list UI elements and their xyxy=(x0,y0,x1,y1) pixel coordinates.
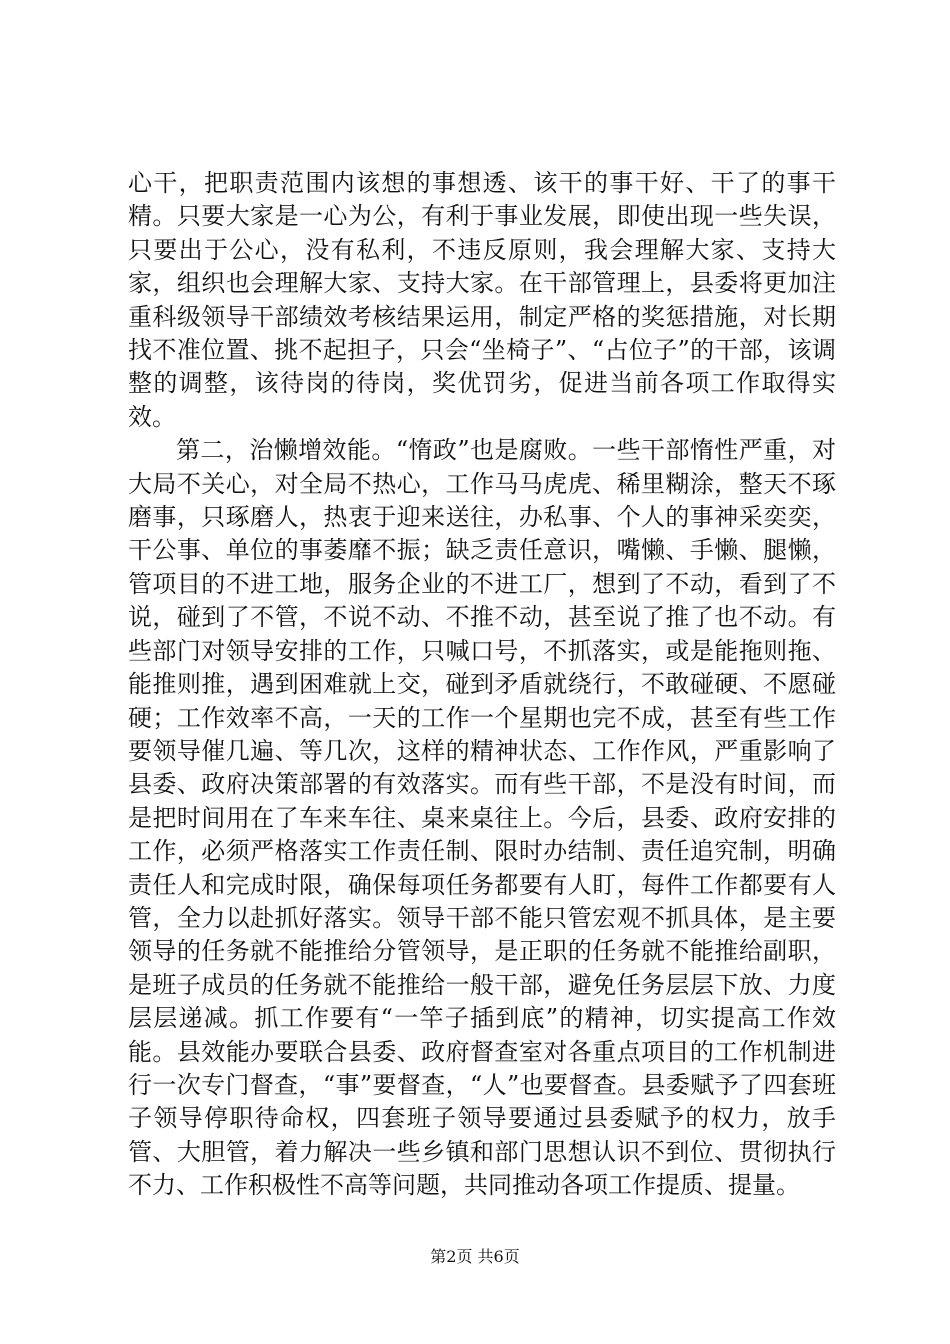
page-number-footer: 第2页 共6页 xyxy=(430,1247,520,1266)
paragraph-continuation: 心干，把职责范围内该想的事想透、该干的事干好、干了的事干精。只要大家是一心为公，有利于事业发展，即使出现一些失误，只要出于公心，没有私利，不违反原则，我会理解大家、支持大家，组织也会理解大家、支持大家。在干部管理上，县委将更加注重科级领导干部绩效考核结果运用，制定严格的奖惩措施，对长期找不准位置、挑不起担子，只会“坐椅子”、“占位子”的干部，该调整的调整，该待岗的待岗，奖优罚劣，促进当前各项工作取得实效。 xyxy=(128,169,836,431)
paragraph-section-two: 第二，治懒增效能。“惰政”也是腐败。一些干部惰性严重，对大局不关心，对全局不热心，工作马马虎虎、稀里糊涂，整天不琢磨事，只琢磨人，热衷于迎来送往，办私事、个人的事神采奕奕，干公事、单位的事萎靡不振；缺乏责任意识，嘴懒、手懒、腿懒，管项目的不进工地，服务企业的不进工厂，想到了不动，看到了不说，碰到了不管，不说不动、不推不动，甚至说了推了也不动。有些部门对领导安排的工作，只喊口号，不抓落实，或是能拖则拖、能推则推，遇到困难就上交，碰到矛盾就绕行，不敢碰硬、不愿碰硬；工作效率不高，一天的工作一个星期也完不成，甚至有些工作要领导催几遍、等几次，这样的精神状态、工作作风，严重影响了县委、政府决策部署的有效落实。而有些干部，不是没有时间，而是把时间用在了车来车往、桌来桌往上。今后，县委、政府安排的工作，必须严格落实工作责任制、限时办结制、责任追究制，明确责任人和完成时限，确保每项任务都要有人盯，每件工作都要有人管，全力以赴抓好落实。领导干部不能只管宏观不抓具体，是主要领导的任务就不能推给分管领导，是正职的任务就不能推给副职，是班子成员的任务就不能推给一般干部，避免任务层层下放、力度层层递减。抓工作要有“一竿子插到底”的精神，切实提高工作效能。县效能办要联合县委、政府督查室对各重点项目的工作机制进行一次专门督查，“事”要督查，“人”也要督查。县委赋予了四套班子领导停职待命权，四套班子领导要通过县委赋予的权力，放手管、大胆管，着力解决一些乡镇和部门思想认识不到位、贯彻执行不力、工作积极性不高等问题，共同推动各项工作提质、提量。 xyxy=(128,436,836,1200)
document-body xyxy=(128,167,836,1203)
